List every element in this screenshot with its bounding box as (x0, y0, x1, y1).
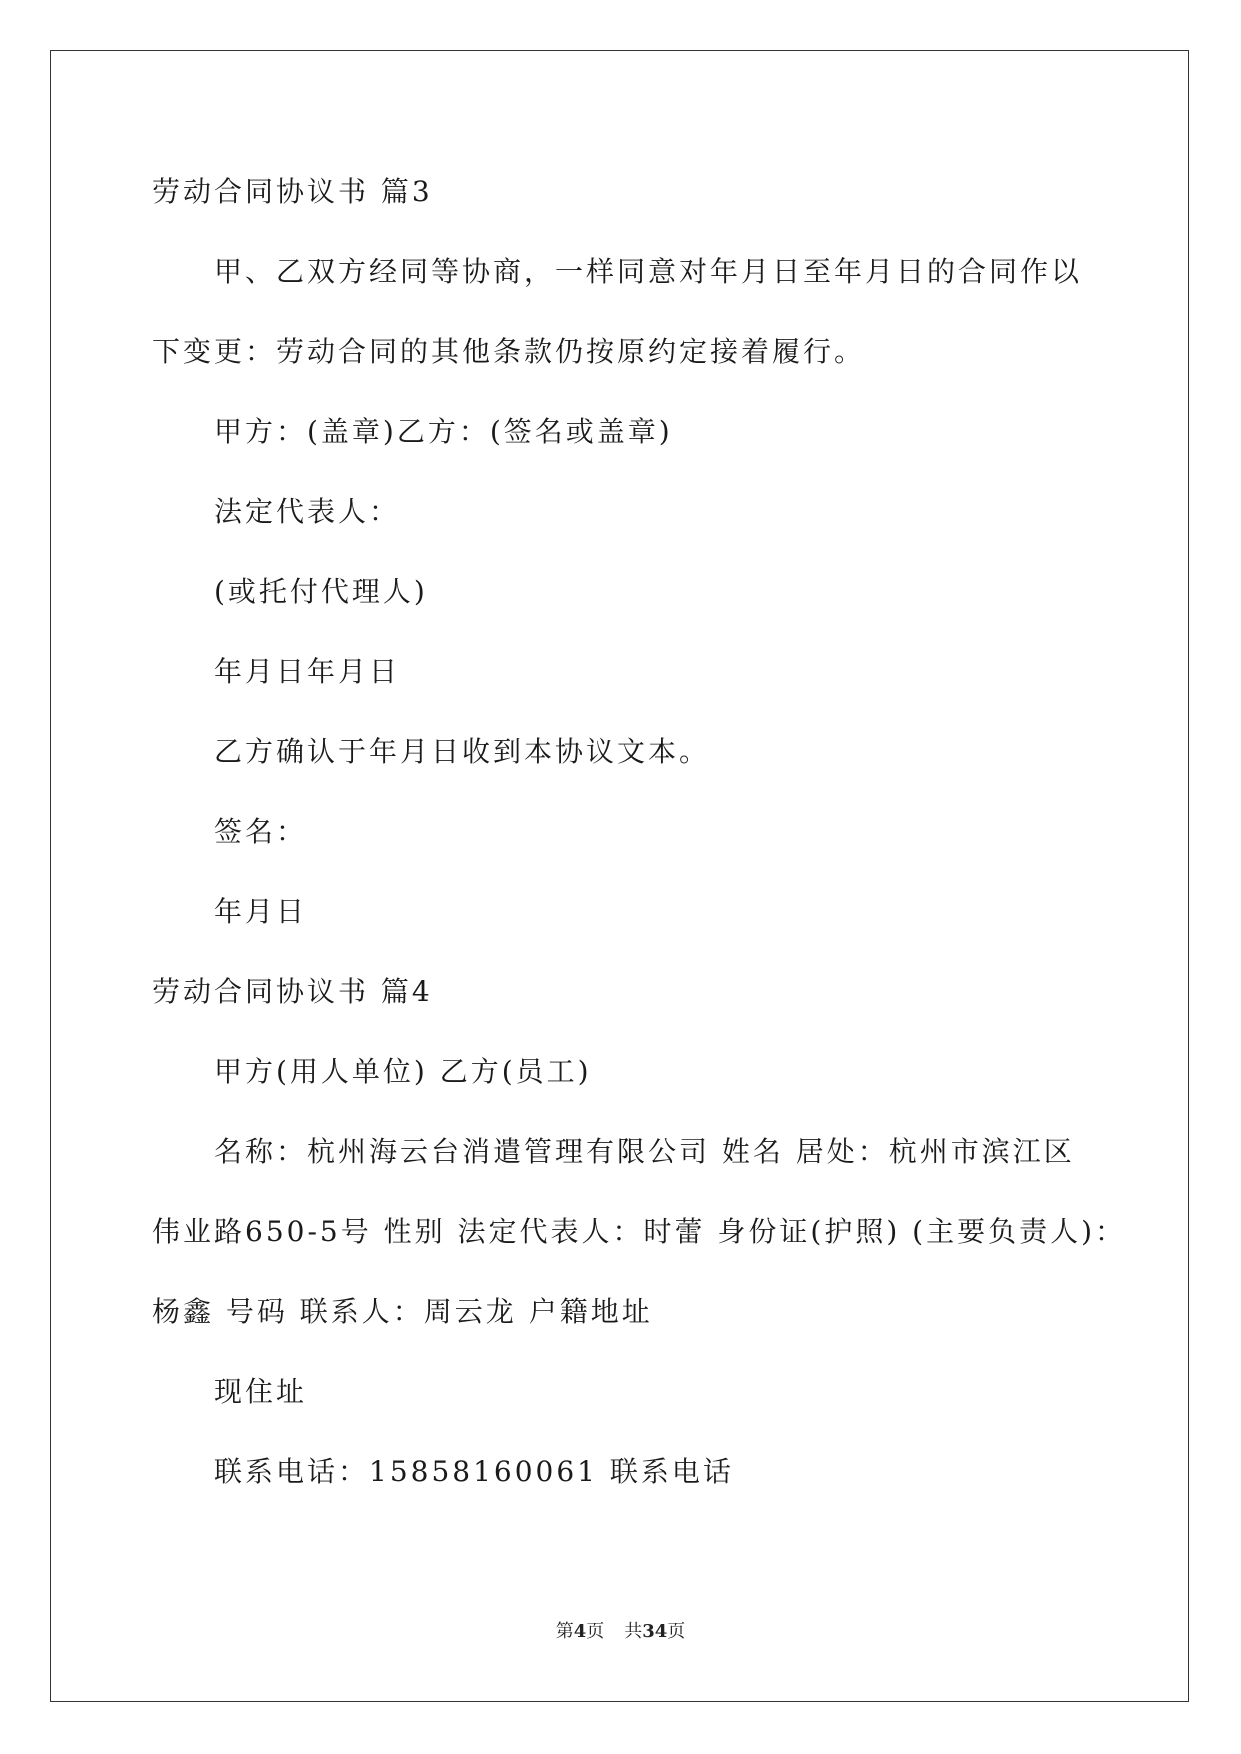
paragraph-line: 乙方确认于年月日收到本协议文本。 (214, 735, 711, 768)
page-footer (0, 1620, 1241, 1644)
paragraph-line: 法定代表人： (214, 495, 401, 528)
paragraph-line: (或托付代理人) (214, 575, 428, 608)
paragraph-line: 伟业路650-5号 性别 法定代表人：时蕾 身份证(护照) (主要负责人)： (152, 1215, 1127, 1248)
paragraph-line: 现住址 (214, 1375, 308, 1408)
footer-total-prefix: 共 (624, 1621, 643, 1642)
paragraph-line: 甲、乙双方经同等协商，一样同意对年月日至年月日的合同作以 (214, 255, 1083, 288)
paragraph-line: 年月日年月日 (214, 655, 401, 688)
paragraph-line: 年月日 (214, 895, 308, 928)
footer-total-pages: 34 (642, 1621, 668, 1642)
section-heading-3: 劳动合同协议书 篇3 (152, 175, 433, 208)
paragraph-line: 甲方(用人单位) 乙方(员工) (214, 1055, 592, 1088)
footer-page-prefix: 第 (555, 1621, 574, 1642)
paragraph-line: 下变更：劳动合同的其他条款仍按原约定接着履行。 (152, 335, 866, 368)
section-heading-4: 劳动合同协议书 篇4 (152, 975, 433, 1008)
paragraph-line: 杨鑫 号码 联系人：周云龙 户籍地址 (152, 1295, 653, 1328)
paragraph-line: 联系电话：15858160061 联系电话 (214, 1455, 734, 1488)
footer-total-suffix: 页 (667, 1621, 686, 1642)
paragraph-line: 签名： (214, 815, 308, 848)
paragraph-line: 甲方：(盖章)乙方：(签名或盖章) (214, 415, 673, 448)
footer-page-suffix: 页 (586, 1621, 605, 1642)
paragraph-line: 名称：杭州海云台消遣管理有限公司 姓名 居处：杭州市滨江区 (214, 1135, 1075, 1168)
footer-page-number: 4 (573, 1621, 587, 1642)
